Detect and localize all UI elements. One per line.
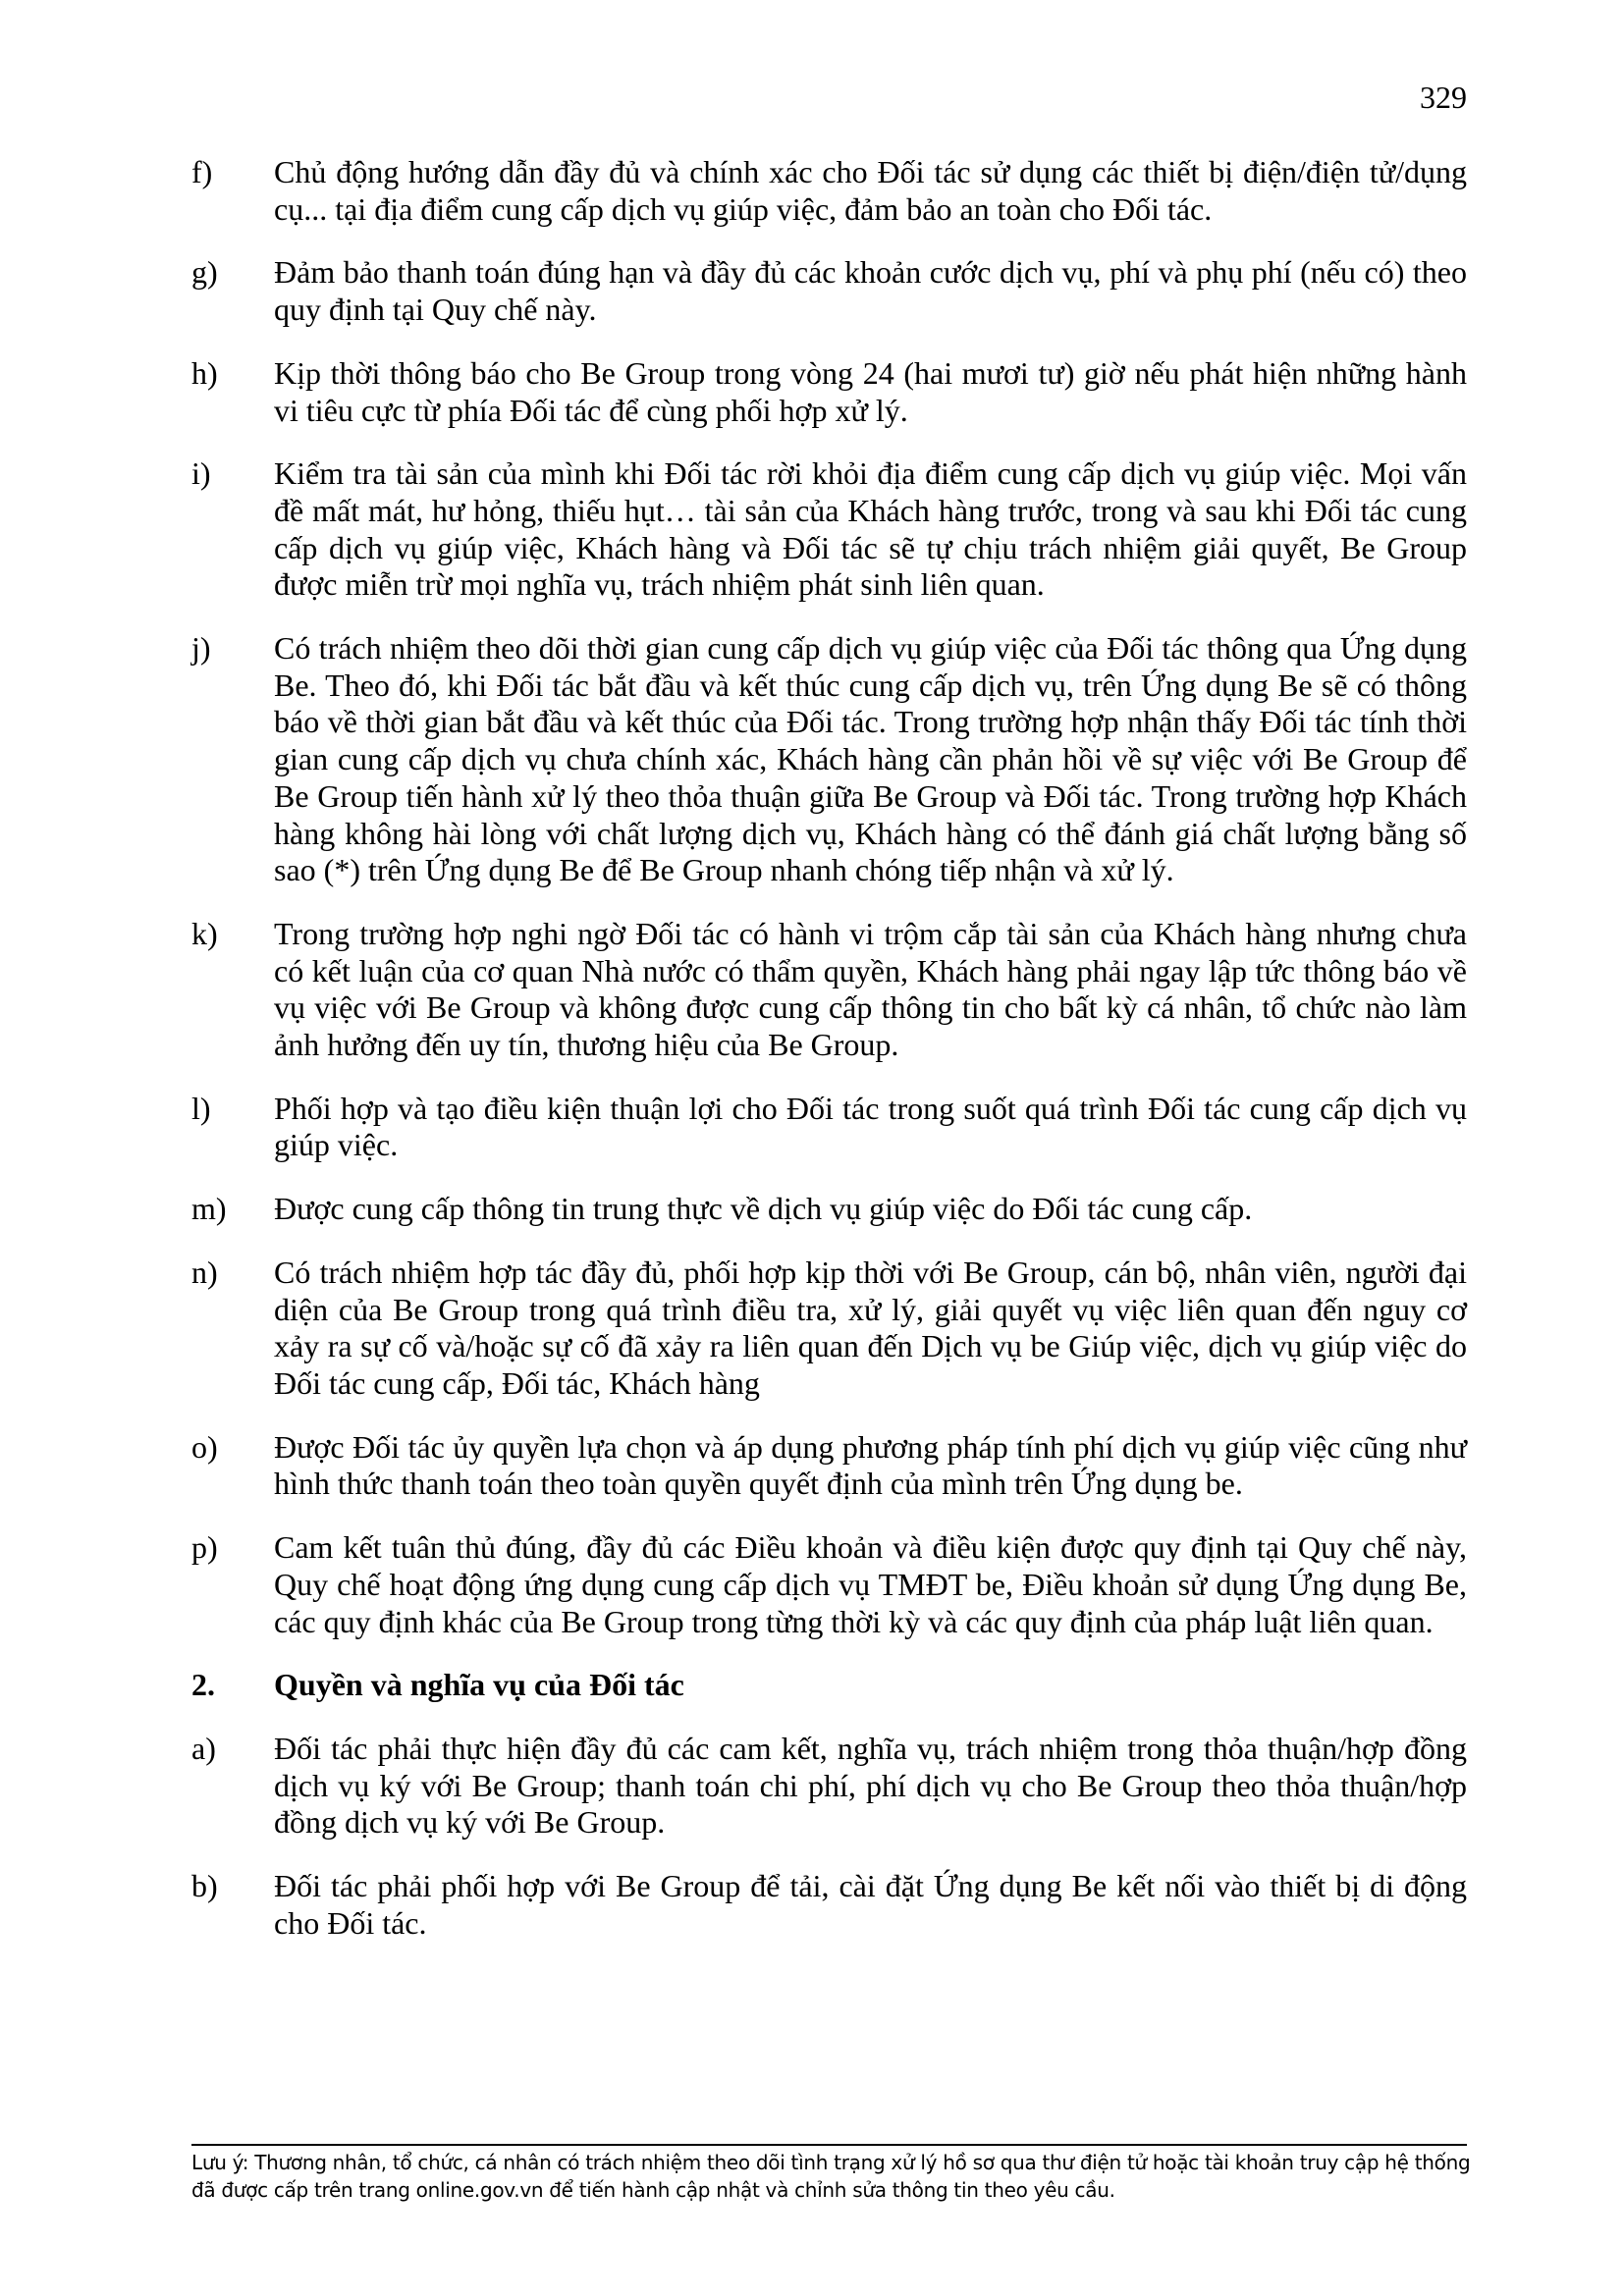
list-item bbox=[191, 1731, 1467, 1842]
document-body bbox=[191, 154, 1467, 1968]
footer-divider bbox=[191, 2144, 1467, 2146]
item-label: j) bbox=[191, 630, 211, 667]
item-label: p) bbox=[191, 1529, 218, 1566]
item-text: Kịp thời thông báo cho Be Group trong vòng 24 (hai mươi tư) giờ nếu phát hiện những hành vi tiêu cực từ phía Đối tác để cùng phối hợp xử lý. bbox=[274, 354, 1467, 428]
page-number: 329 bbox=[1420, 80, 1467, 115]
item-label: k) bbox=[191, 915, 218, 951]
item-text: Được Đối tác ủy quyền lựa chọn và áp dụng phương pháp tính phí dịch vụ giúp việc cũng như hình thức thanh toán theo toàn quyền quyết định của mình trên Ứng dụng be. bbox=[274, 1428, 1467, 1502]
list-item bbox=[191, 355, 1467, 429]
list-item bbox=[191, 630, 1467, 889]
list-item bbox=[191, 1255, 1467, 1403]
item-text: Chủ động hướng dẫn đầy đủ và chính xác cho Đối tác sử dụng các thiết bị điện/điện tử/dụng cụ... tại địa điểm cung cấp dịch vụ giúp việc, đảm bảo an toàn cho Đối tác. bbox=[274, 154, 1467, 227]
list-item bbox=[191, 154, 1467, 228]
customer-obligations-list bbox=[191, 154, 1467, 1640]
section-heading bbox=[191, 1667, 1467, 1704]
item-label: m) bbox=[191, 1191, 227, 1227]
section-title: Quyền và nghĩa vụ của Đối tác bbox=[274, 1667, 684, 1703]
item-text: Có trách nhiệm theo dõi thời gian cung cấp dịch vụ giúp việc của Đối tác thông qua Ứng dụng Be. Theo đó, khi Đối tác bắt đầu và kết thúc cung cấp dịch vụ, trên Ứng dụng Be sẽ có thông báo về thời gian bắt đầu và kết thúc của Đối tác. Trong trường hợp nhận thấy Đối tác tính thời gian cung cấp dịch vụ chưa chính xác, Khách hàng cần phản hồi về sự việc với Be Group để Be Group tiến hành xử lý theo thỏa thuận giữa Be Group và Đối tác. Trong trường hợp Khách hàng không hài lòng với chất lượng dịch vụ, Khách hàng có thể đánh giá chất lượng bằng số sao (*) trên Ứng dụng Be để Be Group nhanh chóng tiếp nhận và xử lý. bbox=[274, 630, 1467, 888]
list-item bbox=[191, 916, 1467, 1064]
item-text: Trong trường hợp nghi ngờ Đối tác có hành vi trộm cắp tài sản của Khách hàng nhưng chưa có kết luận của cơ quan Nhà nước có thẩm quyền, Khách hàng phải ngay lập tức thông báo về vụ việc với Be Group và không được cung cấp thông tin cho bất kỳ cá nhân, tổ chức nào làm ảnh hưởng đến uy tín, thương hiệu của Be Group. bbox=[274, 915, 1467, 1063]
item-text: Đảm bảo thanh toán đúng hạn và đầy đủ các khoản cước dịch vụ, phí và phụ phí (nếu có) theo quy định tại Quy chế này. bbox=[274, 254, 1467, 328]
list-item bbox=[191, 455, 1467, 604]
item-text: Phối hợp và tạo điều kiện thuận lợi cho Đối tác trong suốt quá trình Đối tác cung cấp dịch vụ giúp việc. bbox=[274, 1090, 1467, 1163]
list-item bbox=[191, 1091, 1467, 1164]
item-label: a) bbox=[191, 1730, 216, 1766]
item-label: h) bbox=[191, 354, 218, 391]
list-item bbox=[191, 254, 1467, 328]
item-text: Có trách nhiệm hợp tác đầy đủ, phối hợp kịp thời với Be Group, cán bộ, nhân viên, người đại diện của Be Group trong quá trình điều tra, xử lý, giải quyết vụ việc liên quan đến nguy cơ xảy ra sự cố và/hoặc sự cố đã xảy ra liên quan đến Dịch vụ be Giúp việc, dịch vụ giúp việc do Đối tác cung cấp, Đối tác, Khách hàng bbox=[274, 1254, 1467, 1401]
item-label: l) bbox=[191, 1090, 211, 1126]
list-item bbox=[191, 1429, 1467, 1503]
section-number: 2. bbox=[191, 1667, 215, 1703]
item-text: Cam kết tuân thủ đúng, đầy đủ các Điều khoản và điều kiện được quy định tại Quy chế này, Quy chế hoạt động ứng dụng cung cấp dịch vụ TMĐT be, Điều khoản sử dụng Ứng dụng Be, các quy định khác của Be Group trong từng thời kỳ và các quy định của pháp luật liên quan. bbox=[274, 1529, 1467, 1639]
item-label: o) bbox=[191, 1428, 218, 1465]
item-label: i) bbox=[191, 455, 211, 492]
item-text: Được cung cấp thông tin trung thực về dịch vụ giúp việc do Đối tác cung cấp. bbox=[274, 1191, 1253, 1227]
partner-obligations-list bbox=[191, 1731, 1467, 1943]
footer-note: Lưu ý: Thương nhân, tổ chức, cá nhân có trách nhiệm theo dõi tình trạng xử lý hồ sơ qua thư điện tử hoặc tài khoản truy cập hệ thống đã được cấp trên trang online.gov.vn để tiến hành cập nhật và chỉnh sửa thông tin theo yêu cầu. bbox=[191, 2151, 1471, 2202]
list-item bbox=[191, 1868, 1467, 1942]
item-text: Kiểm tra tài sản của mình khi Đối tác rời khỏi địa điểm cung cấp dịch vụ giúp việc. Mọi vấn đề mất mát, hư hỏng, thiếu hụt… tài sản của Khách hàng trước, trong và sau khi Đối tác cung cấp dịch vụ giúp việc, Khách hàng và Đối tác sẽ tự chịu trách nhiệm giải quyết, Be Group được miễn trừ mọi nghĩa vụ, trách nhiệm phát sinh liên quan. bbox=[274, 455, 1467, 603]
list-item bbox=[191, 1191, 1467, 1228]
item-text: Đối tác phải phối hợp với Be Group để tải, cài đặt Ứng dụng Be kết nối vào thiết bị di động cho Đối tác. bbox=[274, 1868, 1467, 1941]
item-label: b) bbox=[191, 1868, 218, 1904]
item-label: f) bbox=[191, 154, 213, 189]
item-label: g) bbox=[191, 254, 218, 291]
list-item bbox=[191, 1529, 1467, 1640]
item-label: n) bbox=[191, 1254, 218, 1290]
item-text: Đối tác phải thực hiện đầy đủ các cam kết, nghĩa vụ, trách nhiệm trong thỏa thuận/hợp đồng dịch vụ ký với Be Group; thanh toán chi phí, phí dịch vụ cho Be Group theo thỏa thuận/hợp đồng dịch vụ ký với Be Group. bbox=[274, 1730, 1467, 1841]
